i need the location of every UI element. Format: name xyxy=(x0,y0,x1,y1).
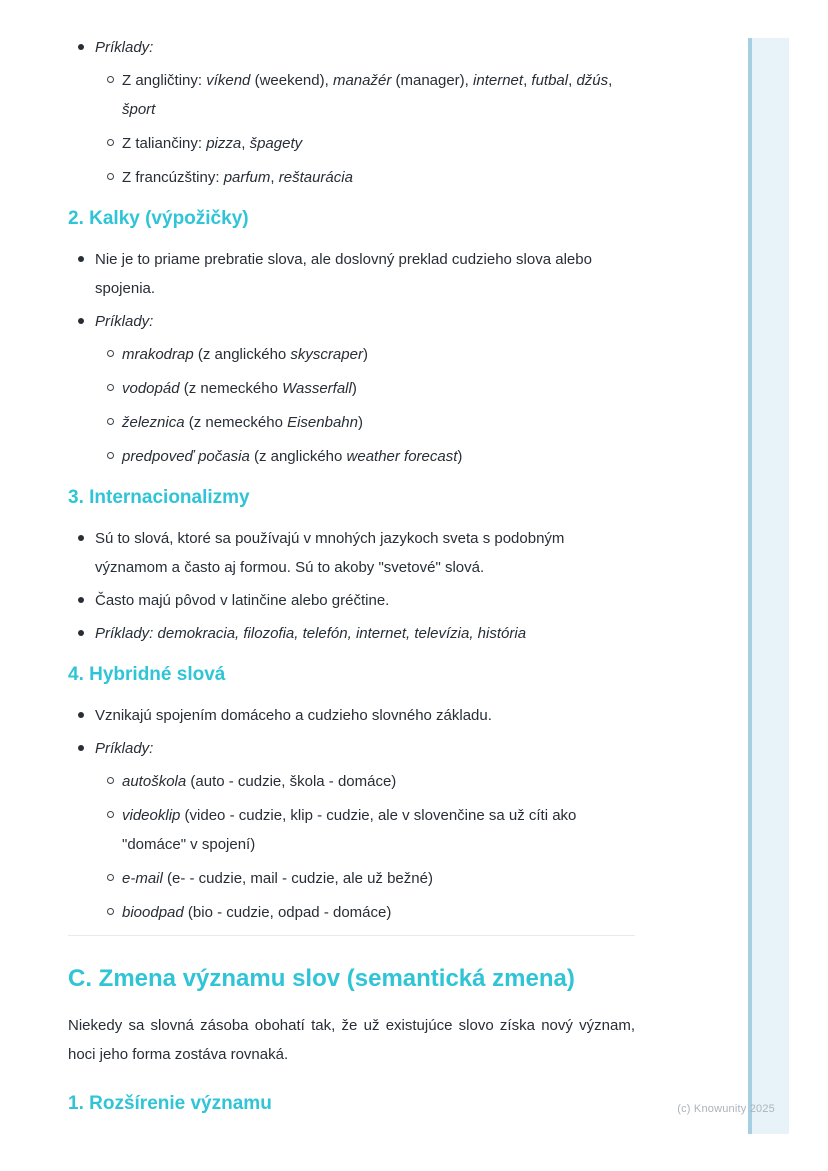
intro-example-list xyxy=(68,33,635,192)
list-item: Často majú pôvod v latinčine alebo gréčtine. xyxy=(95,586,635,615)
examples-label: Príklady: xyxy=(95,740,154,757)
list-item: Z angličtiny: víkend (weekend), manažér (manager), internet, futbal, džús, šport xyxy=(122,66,635,124)
list-item xyxy=(95,33,635,192)
list-item: železnica (z nemeckého Eisenbahn) xyxy=(122,408,635,437)
copyright-watermark: (c) Knowunity 2025 xyxy=(677,1103,775,1115)
hybridne-sub-list xyxy=(95,767,635,927)
examples-label: Príklady: xyxy=(95,313,154,330)
list-item xyxy=(95,307,635,471)
document-content xyxy=(68,0,635,1130)
intro-sub-list xyxy=(95,66,635,192)
list-item: e-mail (e- - cudzie, mail - cudzie, ale už bežné) xyxy=(122,864,635,893)
list-item: Nie je to priame prebratie slova, ale doslovný preklad cudzieho slova alebo spojenia. xyxy=(95,245,635,303)
zmena-vyznamu-paragraph: Niekedy sa slovná zásoba obohatí tak, že už existujúce slovo získa nový význam, hoci jeho forma zostáva rovnaká. xyxy=(68,1017,635,1063)
list-item xyxy=(95,734,635,927)
page-edge-highlight-bar xyxy=(748,38,789,1134)
list-item: videoklip (video - cudzie, klip - cudzie, ale v slovenčine sa už cíti ako "domáce" v spojení) xyxy=(122,801,635,859)
section-heading-kalky: 2. Kalky (výpožičky) xyxy=(68,208,249,229)
hybridne-list xyxy=(68,701,635,927)
examples-label: Príklady: xyxy=(95,39,154,56)
kalky-sub-list xyxy=(95,340,635,471)
list-item: mrakodrap (z anglického skyscraper) xyxy=(122,340,635,369)
list-item: Príklady: demokracia, filozofia, telefón, internet, televízia, história xyxy=(95,619,635,648)
list-item: Z taliančiny: pizza, špagety xyxy=(122,129,635,158)
list-item: autoškola (auto - cudzie, škola - domáce) xyxy=(122,767,635,796)
internacionalizmy-list xyxy=(68,524,635,648)
section-heading-hybridne-slova: 4. Hybridné slová xyxy=(68,664,226,685)
list-item: predpoveď počasia (z anglického weather forecast) xyxy=(122,442,635,471)
list-item: bioodpad (bio - cudzie, odpad - domáce) xyxy=(122,898,635,927)
list-item: vodopád (z nemeckého Wasserfall) xyxy=(122,374,635,403)
kalky-list xyxy=(68,245,635,471)
section-divider xyxy=(68,935,635,936)
section-heading-rozsirenie: 1. Rozšírenie významu xyxy=(68,1093,272,1114)
list-item: Vznikajú spojením domáceho a cudzieho slovného základu. xyxy=(95,701,635,730)
list-item: Sú to slová, ktoré sa používajú v mnohých jazykoch sveta s podobným významom a často aj formou. Sú to akoby "svetové" slová. xyxy=(95,524,635,582)
section-heading-internacionalizmy: 3. Internacionalizmy xyxy=(68,487,250,508)
list-item: Z francúzštiny: parfum, reštaurácia xyxy=(122,163,635,192)
section-heading-zmena-vyznamu: C. Zmena významu slov (semantická zmena) xyxy=(68,965,575,992)
